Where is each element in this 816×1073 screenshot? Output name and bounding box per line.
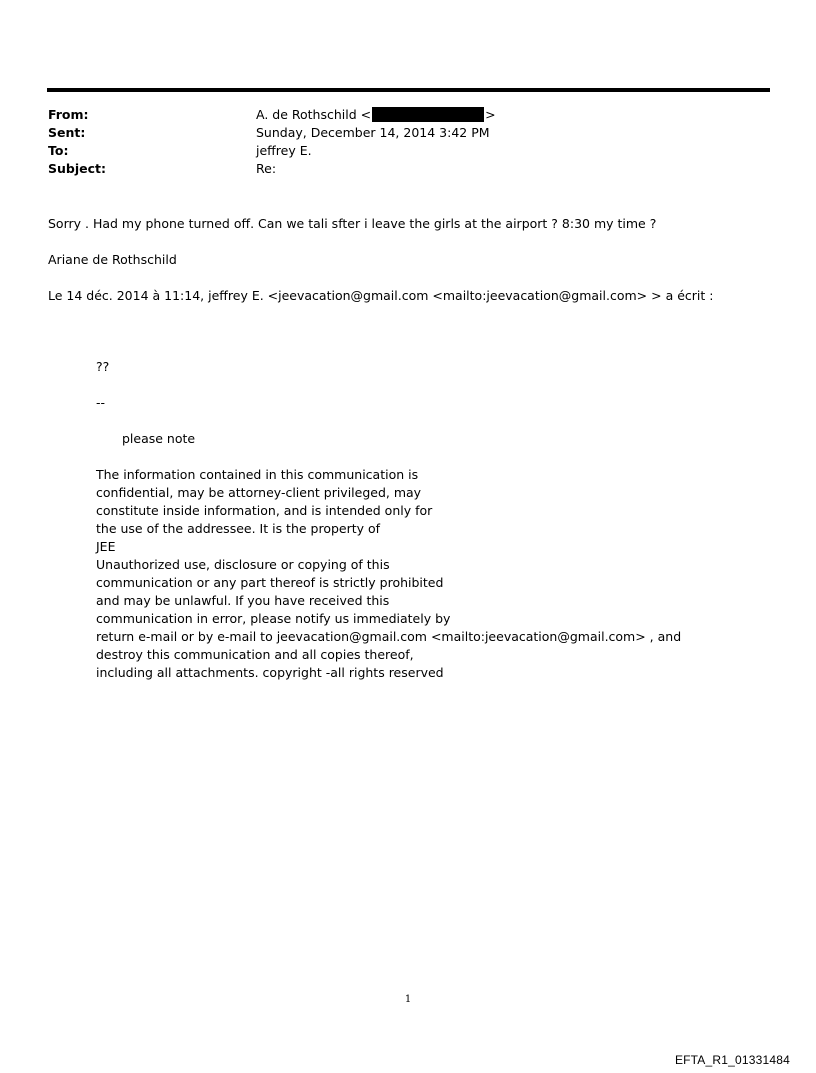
disclaimer-line: return e-mail or by e-mail to jeevacation@gmail.com <mailto:jeevacation@gmail.com> , and xyxy=(96,629,682,644)
sent-label: Sent: xyxy=(48,125,86,140)
header-rule xyxy=(47,88,770,92)
from-row xyxy=(48,106,768,124)
disclaimer-line: including all attachments. copyright -all rights reserved xyxy=(96,665,444,680)
disclaimer-line: destroy this communication and all copies thereof, xyxy=(96,647,414,662)
reply-intro: Le 14 déc. 2014 à 11:14, jeffrey E. <jeevacation@gmail.com <mailto:jeevacation@gmail.com> > a écrit : xyxy=(48,288,714,303)
from-close: > xyxy=(485,107,496,122)
to-row xyxy=(48,142,768,160)
disclaimer-line: communication in error, please notify us immediately by xyxy=(96,611,451,626)
disclaimer-line: the use of the addressee. It is the property of xyxy=(96,521,381,536)
disclaimer-line: communication or any part thereof is strictly prohibited xyxy=(96,575,444,590)
bates-number: EFTA_R1_01331484 xyxy=(674,1053,790,1067)
disclaimer-line: Unauthorized use, disclosure or copying of this xyxy=(96,557,390,572)
from-name: A. de Rothschild < xyxy=(256,107,372,122)
subject-label: Subject: xyxy=(48,161,106,176)
sent-row xyxy=(48,124,768,142)
disclaimer-line: constitute inside information, and is intended only for xyxy=(96,503,433,518)
subject-row xyxy=(48,160,768,178)
please-note: please note xyxy=(122,431,196,446)
page-number: 1 xyxy=(404,994,412,1005)
from-value xyxy=(256,106,496,124)
disclaimer-line: JEE xyxy=(96,539,116,554)
disclaimer-line: and may be unlawful. If you have received this xyxy=(96,593,390,608)
disclaimer-line: confidential, may be attorney-client privileged, may xyxy=(96,485,422,500)
signature-text: Ariane de Rothschild xyxy=(48,252,177,267)
sent-value: Sunday, December 14, 2014 3:42 PM xyxy=(256,125,490,140)
disclaimer xyxy=(96,466,681,682)
to-label: To: xyxy=(48,143,69,158)
redaction-bar xyxy=(372,107,484,122)
email-header xyxy=(48,106,768,178)
message-text: Sorry . Had my phone turned off. Can we tali sfter i leave the girls at the airport ? 8:30 my time ? xyxy=(48,216,657,231)
disclaimer-line: The information contained in this communication is xyxy=(96,467,419,482)
subject-value: Re: xyxy=(256,161,277,176)
quoted-question: ?? xyxy=(96,359,110,374)
from-label: From: xyxy=(48,107,89,122)
to-value: jeffrey E. xyxy=(256,143,312,158)
quoted-separator: -- xyxy=(96,395,106,410)
